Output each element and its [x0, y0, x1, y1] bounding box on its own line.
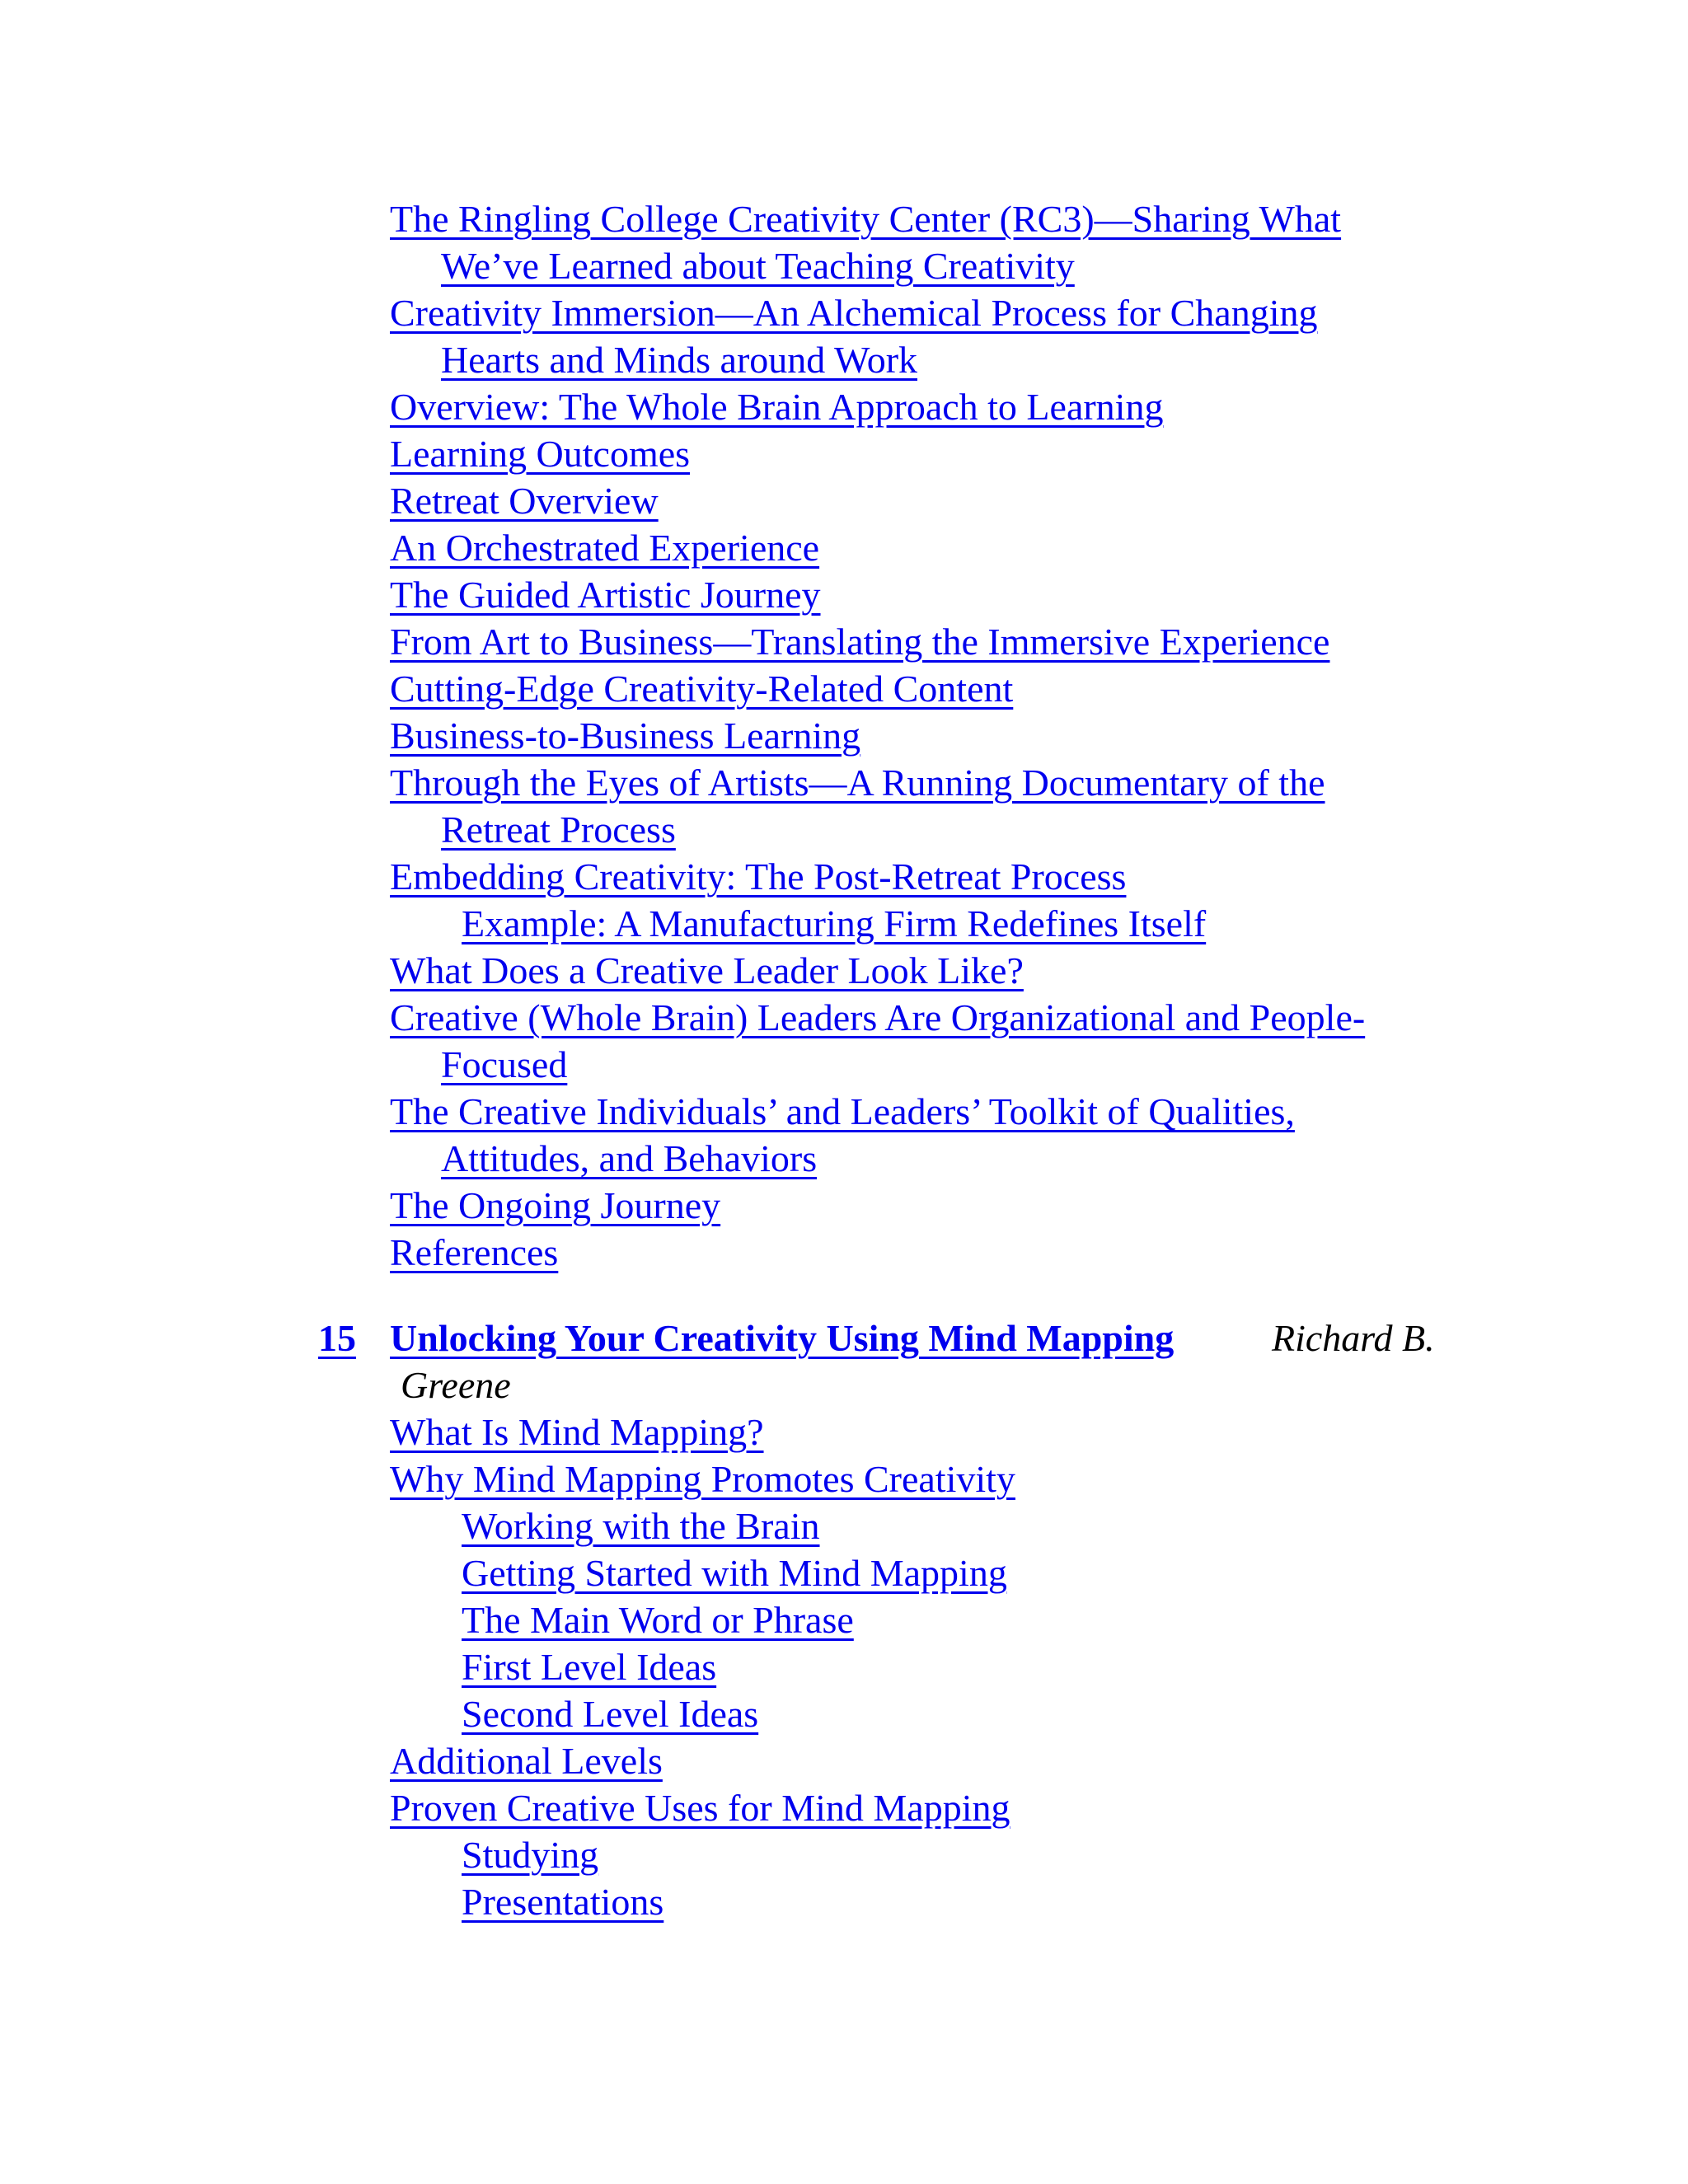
toc-link[interactable]: The Ringling College Creativity Center (RC3)—Sharing What [390, 198, 1342, 240]
toc-link[interactable]: Through the Eyes of Artists—A Running Documentary of the [390, 762, 1325, 804]
toc-link[interactable]: The Main Word or Phrase [462, 1599, 854, 1641]
toc-link[interactable]: Retreat Overview [390, 480, 659, 522]
toc-subentry-first-level[interactable] [462, 1643, 716, 1690]
toc-link[interactable]: Overview: The Whole Brain Approach to Learning [390, 386, 1164, 428]
toc-entry-whole-brain-leaders-cont[interactable] [441, 1041, 567, 1088]
toc-subentry-getting-started[interactable] [462, 1549, 1007, 1596]
toc-link[interactable]: The Ongoing Journey [390, 1184, 721, 1226]
toc-subentry-studying[interactable] [462, 1831, 598, 1878]
toc-entry-b2b-learning[interactable] [390, 712, 860, 759]
toc-entry-learning-outcomes[interactable] [390, 430, 690, 477]
toc-link[interactable]: Cutting-Edge Creativity-Related Content [390, 668, 1014, 710]
toc-link[interactable]: Hearts and Minds around Work [441, 339, 918, 381]
toc-entry-orchestrated-experience[interactable] [390, 524, 819, 571]
toc-entry-creative-leader[interactable] [390, 947, 1024, 994]
toc-subentry-manufacturing-firm[interactable] [462, 900, 1206, 947]
toc-link[interactable]: Getting Started with Mind Mapping [462, 1552, 1007, 1594]
toc-entry-additional-levels[interactable] [390, 1737, 663, 1784]
toc-entry-overview[interactable] [390, 383, 1163, 430]
toc-link[interactable]: Creativity Immersion—An Alchemical Process for Changing [390, 292, 1318, 334]
toc-link[interactable]: Studying [462, 1834, 599, 1876]
toc-link[interactable]: What Is Mind Mapping? [390, 1411, 764, 1453]
chapter-author-line2: Greene [401, 1364, 511, 1406]
toc-entry-why-mind-mapping[interactable] [390, 1455, 1015, 1502]
toc-entry-rc3-cont[interactable] [441, 242, 1075, 289]
toc-link[interactable]: Presentations [462, 1881, 664, 1923]
toc-link[interactable]: Creative (Whole Brain) Leaders Are Organizational and People- [390, 996, 1366, 1038]
toc-entry-retreat-overview[interactable] [390, 477, 659, 524]
chapter-number[interactable]: 15 [318, 1317, 356, 1359]
toc-link[interactable]: An Orchestrated Experience [390, 527, 820, 569]
toc-link[interactable]: Example: A Manufacturing Firm Redefines Itself [462, 902, 1207, 944]
toc-link[interactable]: Focused [441, 1043, 568, 1085]
chapter-title-link[interactable]: Unlocking Your Creativity Using Mind Mapping [390, 1317, 1175, 1359]
toc-entry-references[interactable] [390, 1229, 558, 1276]
toc-entry-toolkit-cont[interactable] [441, 1135, 817, 1182]
toc-link[interactable]: Additional Levels [390, 1740, 663, 1782]
toc-entry-eyes-of-artists[interactable] [390, 759, 1325, 806]
toc-link[interactable]: Second Level Ideas [462, 1693, 759, 1735]
toc-subentry-working-with-brain[interactable] [462, 1502, 820, 1549]
toc-entry-whole-brain-leaders[interactable] [390, 994, 1365, 1041]
toc-link[interactable]: Retreat Process [441, 808, 676, 851]
toc-link[interactable]: The Guided Artistic Journey [390, 574, 821, 616]
toc-link[interactable]: Business-to-Business Learning [390, 715, 861, 757]
toc-subentry-main-word[interactable] [462, 1596, 854, 1643]
toc-link[interactable]: References [390, 1231, 559, 1273]
toc-link[interactable]: What Does a Creative Leader Look Like? [390, 949, 1024, 991]
toc-entry-toolkit[interactable] [390, 1088, 1295, 1135]
toc-entry-guided-artistic-journey[interactable] [390, 571, 821, 618]
toc-link[interactable]: Learning Outcomes [390, 433, 691, 475]
toc-link[interactable]: Attitudes, and Behaviors [441, 1137, 818, 1179]
toc-entry-art-to-business[interactable] [390, 618, 1329, 665]
toc-entry-proven-uses[interactable] [390, 1784, 1010, 1831]
toc-subentry-second-level[interactable] [462, 1690, 758, 1737]
toc-entry-creativity-immersion-cont[interactable] [441, 336, 917, 383]
toc-entry-embedding-creativity[interactable] [390, 853, 1126, 900]
toc-entry-eyes-of-artists-cont[interactable] [441, 806, 676, 853]
toc-link[interactable]: Proven Creative Uses for Mind Mapping [390, 1787, 1010, 1829]
chapter-author-line1: Richard B. [1272, 1317, 1435, 1359]
toc-link[interactable]: We’ve Learned about Teaching Creativity [441, 245, 1075, 287]
toc-link[interactable]: First Level Ideas [462, 1646, 717, 1688]
toc-link[interactable]: Why Mind Mapping Promotes Creativity [390, 1458, 1015, 1500]
toc-entry-cutting-edge-content[interactable] [390, 665, 1013, 712]
toc-entry-ongoing-journey[interactable] [390, 1182, 720, 1229]
toc-link[interactable]: Working with the Brain [462, 1505, 820, 1547]
toc-link[interactable]: Embedding Creativity: The Post-Retreat Process [390, 855, 1127, 898]
toc-link[interactable]: The Creative Individuals’ and Leaders’ Toolkit of Qualities, [390, 1090, 1295, 1132]
toc-entry-rc3[interactable] [390, 195, 1341, 242]
toc-entry-creativity-immersion[interactable] [390, 289, 1318, 336]
toc-link[interactable]: From Art to Business—Translating the Immersive Experience [390, 621, 1330, 663]
toc-entry-what-is-mind-mapping[interactable] [390, 1408, 764, 1455]
toc-subentry-presentations[interactable] [462, 1878, 663, 1925]
